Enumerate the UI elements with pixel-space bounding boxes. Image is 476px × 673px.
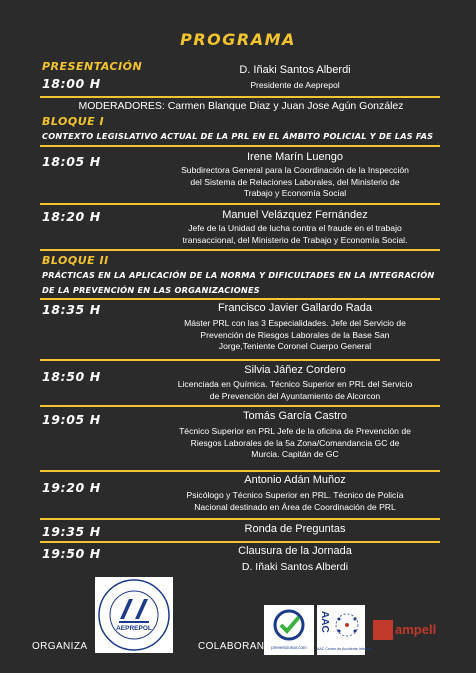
ampell-icon <box>373 620 393 640</box>
item-desc-line: de Prevención del Ayuntamiento de Alcorcon <box>209 390 381 401</box>
item-speaker: Irene Marín Luengo <box>246 151 343 163</box>
item-speaker: Antonio Adán Muñoz <box>244 474 346 486</box>
aac-subtext: AAC Centro de Accidente Infrontal <box>317 647 372 651</box>
divider <box>40 518 440 520</box>
item-desc <box>150 223 440 246</box>
item-desc-line: transaccional, del Ministerio de Trabajo y Economía Social. <box>182 234 408 245</box>
item-desc-line: Jefe de la Unidad de lucha contra el fraude en el trabajo <box>188 223 402 233</box>
prevencionar-text: prevencionar.com <box>271 645 307 650</box>
item-time: 19:35 H <box>42 524 101 539</box>
item-desc <box>150 318 440 353</box>
divider <box>40 470 440 472</box>
item-speaker: Francisco Javier Gallardo Rada <box>217 302 373 314</box>
item-desc-line: Riesgos Laborales de la 5a Zona/Comandancia GC de <box>190 437 400 448</box>
divider <box>40 298 440 300</box>
divider <box>40 96 440 98</box>
presentacion-label: PRESENTACIÓN <box>42 60 143 73</box>
item-time: 19:05 H <box>42 412 101 427</box>
item-time: 19:50 H <box>42 546 101 561</box>
item-desc-line: Nacional destinado en Área de Coordinación de PRL <box>194 501 396 512</box>
ampell-logo <box>373 618 445 642</box>
aeprepol-emblem-icon <box>95 577 173 653</box>
network-icon <box>317 605 365 647</box>
aeprepol-text: AEPREPOL <box>116 625 152 632</box>
item-speaker: Clausura de la Jornada <box>238 545 352 557</box>
divider <box>40 359 440 361</box>
item-desc-line: Subdirectora General para la Coordinación de la Inspección <box>181 165 409 175</box>
aac-logo <box>317 605 372 655</box>
prevencionar-logo <box>264 605 314 655</box>
ampell-text: ampell <box>395 622 437 637</box>
bloque-2-theme-line: PRÁCTICAS EN LA APLICACIÓN DE LA NORMA Y DIFICULTADES EN LA INTEGRACIÓN <box>42 270 435 280</box>
item-speaker: Silvia Jáñez Cordero <box>244 364 346 376</box>
item-desc-line: Trabajo y Economía Social <box>243 188 347 198</box>
divider <box>40 541 440 543</box>
item-desc-line: Psicólogo y Técnico Superior en PRL. Técnico de Policía <box>186 490 404 500</box>
item-desc-line: Prevención de Riesgos Laborales de la Base San <box>200 329 390 340</box>
aac-text: AAC <box>319 611 330 633</box>
item-desc <box>150 165 440 200</box>
presentacion-time: 18:00 H <box>42 76 101 91</box>
presentacion-role: Presidente de Aeprepol <box>250 80 340 90</box>
item-desc-line: Jorge,Teniente Coronel Cuerpo General <box>218 341 372 351</box>
item-desc <box>150 490 440 513</box>
item-time: 18:50 H <box>42 369 101 384</box>
aeprepol-logo <box>95 577 173 653</box>
item-desc-line: D. Iñaki Santos Alberdi <box>241 561 349 573</box>
divider <box>40 249 440 251</box>
bloque-1-label: BLOQUE I <box>42 115 105 128</box>
item-desc-line: Murcia. Capitán de GC <box>251 449 339 459</box>
bloque-1-theme: CONTEXTO LEGISLATIVO ACTUAL DE LA PRL EN EL ÁMBITO POLICIAL Y DE LAS FAS <box>42 131 434 141</box>
divider <box>40 405 440 407</box>
item-speaker: Ronda de Preguntas <box>244 523 346 535</box>
moderadores-text: MODERADORES: Carmen Blanque Diaz y Juan Jose Agún González <box>78 100 404 112</box>
checkmark-icon <box>264 605 314 645</box>
item-desc <box>150 426 440 461</box>
divider <box>40 203 440 205</box>
colaboran-label: COLABORAN <box>198 641 265 652</box>
item-desc-line: del Sistema de Relaciones Laborales, del Ministerio de <box>190 176 400 187</box>
bloque-2-theme-line: DE LA PREVENCIÓN EN LAS ORGANIZACIONES <box>42 285 260 295</box>
item-desc-line: Licenciada en Química. Técnico Superior en PRL del Servicio <box>177 379 413 389</box>
item-desc-line: Técnico Superior en PRL Jefe de la oficina de Prevención de <box>179 426 411 436</box>
page-title: PROGRAMA <box>180 30 296 49</box>
item-desc-line: Máster PRL con las 3 Especialidades. Jefe del Servicio de <box>184 318 406 328</box>
presentacion-speaker: D. Iñaki Santos Alberdi <box>239 64 351 76</box>
item-speaker: Tomás García Castro <box>243 410 347 422</box>
organiza-label: ORGANIZA <box>32 641 88 652</box>
item-time: 18:20 H <box>42 209 101 224</box>
item-time: 18:35 H <box>42 302 101 317</box>
item-desc <box>150 379 440 402</box>
item-speaker: Manuel Velázquez Fernández <box>222 209 368 221</box>
item-time: 19:20 H <box>42 480 101 495</box>
item-time: 18:05 H <box>42 154 101 169</box>
bloque-2-label: BLOQUE II <box>42 254 109 267</box>
divider <box>40 145 440 147</box>
